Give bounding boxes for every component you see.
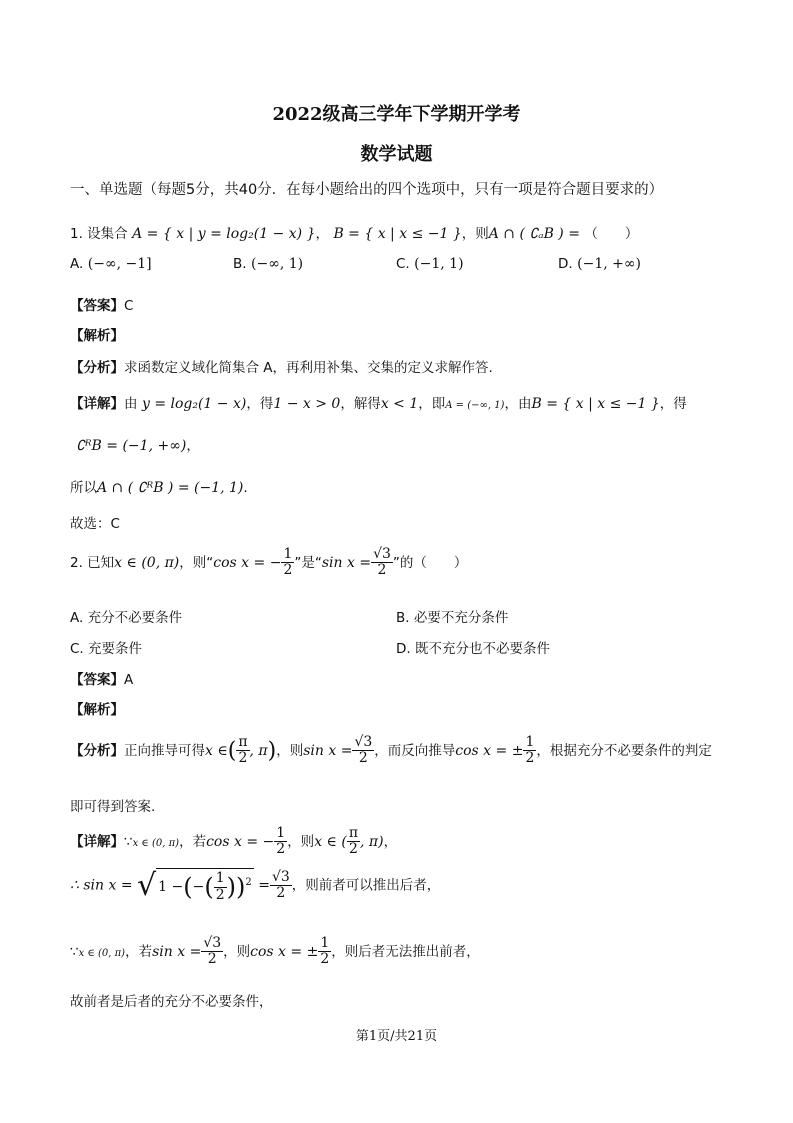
q2-detail-line1 — [70, 826, 397, 858]
math: cos x = ± — [250, 943, 319, 960]
q1-option-d — [558, 256, 641, 272]
fraction: $\frac{1}{2}$ — [215, 870, 225, 903]
text: ，得 — [246, 396, 274, 412]
math: cos x = ± — [455, 742, 524, 759]
math: − — [192, 879, 205, 895]
option-letter: B. — [233, 256, 247, 272]
math: , π) — [360, 833, 384, 850]
doc-title: 2022级高三学年下学期开学考 — [272, 104, 521, 125]
math: y = log₂(1 − x) — [141, 396, 247, 412]
q1-fenxi — [70, 356, 493, 376]
option-value: (−1, 1) — [414, 256, 464, 272]
q2-detail-line4: 故前者是后者的充分不必要条件， — [70, 994, 273, 1010]
q2-fenxi-line2: 即可得到答案. — [70, 799, 156, 815]
q1-detail-line3 — [70, 476, 248, 496]
exponent: 2 — [245, 877, 252, 889]
math: 1 − — [158, 879, 184, 895]
q1-set-b: B = { x | x ≤ −1 } — [333, 226, 462, 242]
text: ， — [186, 438, 200, 454]
q1-answer — [70, 294, 133, 314]
math: x < 1 — [380, 396, 419, 412]
answer-value: C — [124, 298, 134, 314]
math: sin x = — [303, 742, 353, 759]
q1-comma: ， — [315, 226, 329, 242]
option-value: (−∞, 1) — [251, 256, 304, 272]
fraction: $\frac{1}{2}$ — [276, 825, 286, 858]
math: cos x = − — [213, 554, 282, 571]
q1-stem-mid: ，则 — [461, 226, 489, 242]
option-letter: A. — [70, 256, 84, 272]
text: . — [243, 480, 248, 496]
math: ∁ᴿB = (−1, +∞) — [76, 438, 187, 454]
text: ，若 — [179, 833, 207, 850]
q2-fenxi-line1: 【分析】正向推导可得x ∈( $\frac{\pi}{2}$ , π)，则sin x = $\frac{√3}{2}$ ，而反向推导cos x = ± $\frac{1}{2}$ ，根据充分不必要条件的判定 — [70, 734, 712, 767]
math: ∴ sin x = — [70, 877, 133, 894]
q1-stem — [70, 222, 638, 242]
fenxi-tag: 【分析】 — [70, 360, 124, 376]
section-heading: 一、单选题（每题5分，共40分．在每小题给出的四个选项中，只有一项是符合题目要求的） — [70, 182, 664, 198]
math: = — [258, 877, 270, 894]
fraction: $\frac{√3}{2}$ — [373, 546, 391, 579]
q1-conclusion: 故选：C — [70, 516, 120, 532]
text: ， — [383, 833, 398, 850]
answer-value: A — [124, 672, 134, 688]
text: ，则 — [287, 833, 315, 850]
math: 1 − x > 0 — [273, 396, 341, 412]
text: ，得 — [659, 396, 687, 412]
text: ”是“ — [294, 554, 322, 571]
q2-detail-line3 — [70, 936, 480, 968]
text: 正向推导可得 — [124, 742, 205, 759]
doc-subtitle: 数学试题 — [360, 144, 433, 165]
math: x ∈ (0, π) — [132, 837, 180, 849]
math: x ∈ ( — [314, 833, 347, 850]
fenxi-tag: 【分析】 — [70, 742, 124, 759]
q1-jiexi: 【解析】 — [70, 328, 124, 344]
text: 由 — [124, 396, 138, 412]
math: , π — [249, 742, 268, 759]
text: ，由 — [504, 396, 532, 412]
fraction: $\frac{1}{2}$ — [525, 734, 535, 767]
math: A ∩ ( ∁ᴿB ) = (−1, 1) — [97, 480, 244, 496]
text: ”的（ ） — [392, 554, 468, 571]
text: ，而反向推导 — [374, 742, 456, 759]
text: ，则前者可以推出后者， — [291, 877, 441, 894]
text: 所以 — [70, 480, 97, 496]
option-letter: D. — [558, 256, 573, 272]
option-value: (−1, +∞) — [577, 256, 641, 272]
q1-set-a: A = { x | y = log₂(1 − x) } — [132, 226, 316, 242]
math: x ∈ (0, π) — [114, 554, 180, 571]
xiangjie-tag: 【详解】 — [70, 833, 124, 850]
fraction: $\frac{\pi}{2}$ — [348, 825, 359, 858]
text: ，解得 — [340, 396, 381, 412]
q2-stem — [70, 547, 467, 579]
q2-detail-line2 — [70, 868, 440, 903]
fraction: $\frac{1}{2}$ — [320, 935, 330, 968]
q1-paren: （ ） — [584, 226, 639, 242]
math: x ∈ (0, π) — [78, 947, 126, 959]
text: 2. 已知 — [70, 554, 115, 571]
q1-expr: A ∩ ( ∁ₐB ) = — [488, 226, 580, 242]
xiangjie-tag: 【详解】 — [70, 396, 124, 412]
q1-detail-line2 — [76, 434, 200, 454]
q1-detail-line1 — [70, 392, 687, 412]
text: ，即 — [418, 396, 446, 412]
fraction: $\frac{\pi}{2}$ — [238, 734, 248, 767]
fraction: $\frac{√3}{2}$ — [203, 935, 222, 968]
q2-jiexi: 【解析】 — [70, 702, 124, 718]
option-value: (−∞, −1] — [87, 256, 152, 272]
q1-option-b — [233, 256, 303, 272]
q2-option-a: A. 充分不必要条件 — [70, 610, 183, 626]
text: ，若 — [125, 943, 153, 960]
q2-answer — [70, 668, 133, 688]
math: cos x = − — [206, 833, 275, 850]
page-footer: 第1页/共21页 — [355, 1029, 438, 1044]
q1-option-a — [70, 256, 152, 272]
math: sin x = — [152, 943, 202, 960]
text: ∵ — [124, 833, 133, 850]
math: B = { x | x ≤ −1 } — [531, 396, 660, 412]
q2-option-b: B. 必要不充分条件 — [396, 610, 509, 626]
fraction: $\frac{√3}{2}$ — [271, 868, 290, 901]
math: sin x = — [321, 554, 372, 571]
q1-number: 1. 设集合 — [70, 226, 128, 242]
sqrt-expression: √ 1 −(−( $\frac{1}{2}$ ))$^2$ — [137, 868, 252, 903]
text: ∵ — [70, 943, 79, 960]
math: x ∈ — [205, 742, 228, 759]
fenxi-text: 求函数定义域化简集合 A，再利用补集、交集的定义求解作答. — [124, 360, 493, 376]
text: ，则 — [223, 943, 251, 960]
text: ，则后者无法推出前者， — [331, 943, 480, 960]
math: A = (−∞, 1) — [445, 400, 505, 411]
q1-option-c — [396, 256, 464, 272]
answer-tag: 【答案】 — [70, 298, 124, 314]
q2-option-d: D. 既不充分也不必要条件 — [396, 641, 550, 657]
fraction: $\frac{√3}{2}$ — [354, 734, 373, 767]
option-letter: C. — [396, 256, 410, 272]
text: ，则“ — [179, 554, 214, 571]
text: ，则 — [276, 742, 304, 759]
fraction: $\frac{1}{2}$ — [283, 546, 293, 579]
text: ，根据充分不必要条件的判定 — [536, 742, 712, 759]
answer-tag: 【答案】 — [70, 672, 124, 688]
q2-option-c: C. 充要条件 — [70, 641, 143, 657]
